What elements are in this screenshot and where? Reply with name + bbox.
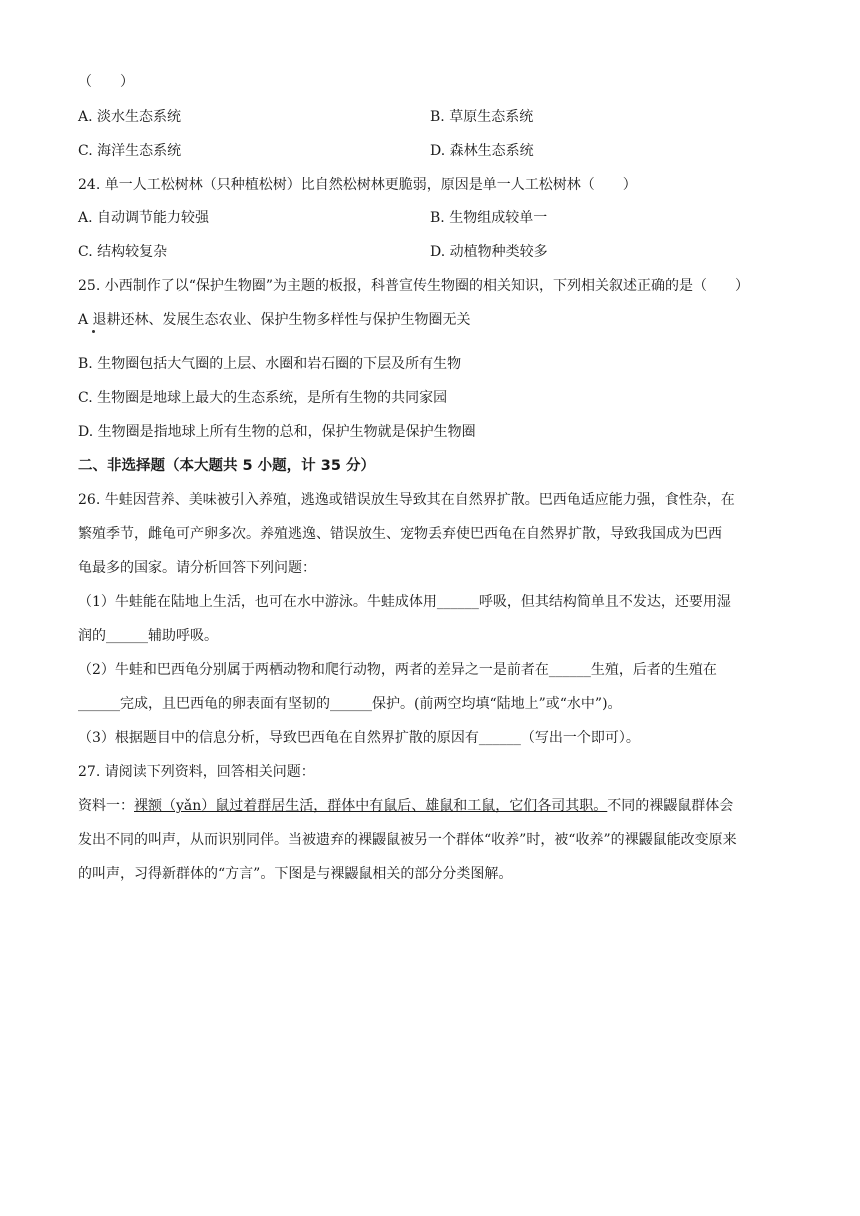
- q26-sub1-line2: 润的______辅助呼吸。: [78, 628, 218, 644]
- material-1-rest: 不同的裸鼹鼠群体会: [607, 798, 734, 814]
- q27-stem: 27. 请阅读下列资料，回答相关问题：: [78, 764, 315, 780]
- q25-option-c: C. 生物圈是地球上最大的生态系统，是所有生物的共同家园: [78, 390, 448, 406]
- q25-stem: 25. 小西制作了以“保护生物圈”为主题的板报，科普宣传生物圈的相关知识，下列相关叙述正确的是（ ）: [78, 278, 750, 294]
- q26-sub3: （3）根据题目中的信息分析，导致巴西龟在自然界扩散的原因有______（写出一个即可）。: [78, 730, 640, 746]
- q26-sub1-line1: （1）牛蛙能在陆地上生活，也可在水中游泳。牛蛙成体用______呼吸，但其结构简单且不发达，还要用湿: [78, 594, 731, 610]
- q24-option-b: B. 生物组成较单一: [430, 210, 548, 226]
- q25-option-b: B. 生物圈包括大气圈的上层、水圈和岩石圈的下层及所有生物: [78, 356, 462, 372]
- q24-option-d: D. 动植物种类较多: [430, 244, 548, 260]
- q23-option-c: C. 海洋生态系统: [78, 143, 182, 159]
- q24-option-c: C. 结构较复杂: [78, 244, 168, 260]
- q24-option-a: A. 自动调节能力较强: [78, 210, 210, 226]
- q25-option-a: A 退耕还林、发展生态农业、保护生物多样性与保护生物圈无关: [78, 312, 471, 328]
- q26-stem-line2: 繁殖季节，雌龟可产卵多次。养殖逃逸、错误放生、宠物丢弃使巴西龟在自然界扩散，导致我国成为巴西: [78, 526, 722, 542]
- material-1-underlined: 裸额（yǎn）鼠过着群居生活，群体中有鼠后、雄鼠和工鼠，它们各司其职。: [134, 798, 608, 814]
- material-1-prefix: 资料一：: [78, 798, 134, 814]
- q23-option-b: B. 草原生态系统: [430, 109, 534, 125]
- q26-sub2-line1: （2）牛蛙和巴西龟分别属于两栖动物和爬行动物，两者的差异之一是前者在______生殖，后者的生殖在: [78, 662, 717, 678]
- section-heading: 二、非选择题（本大题共 5 小题，计 35 分）: [78, 458, 375, 474]
- q23-option-d: D. 森林生态系统: [430, 143, 534, 159]
- q24-stem: 24. 单一人工松树林（只种植松树）比自然松树林更脆弱，原因是单一人工松树林（ ）: [78, 177, 637, 193]
- q26-sub2-line2: ______完成，且巴西龟的卵表面有坚韧的______保护。(前两空均填“陆地上”或“水中”)。: [78, 696, 622, 712]
- q26-stem-line1: 26. 牛蛙因营养、美味被引入养殖，逃逸或错误放生导致其在自然界扩散。巴西龟适应能力强，食性杂，在: [78, 492, 735, 508]
- q26-stem-line3: 龟最多的国家。请分析回答下列问题：: [78, 560, 316, 576]
- q23-option-a: A. 淡水生态系统: [78, 109, 182, 125]
- q25-option-d: D. 生物圈是指地球上所有生物的总和，保护生物就是保护生物圈: [78, 424, 476, 440]
- material-1-line1: [78, 796, 733, 816]
- period-dot: [92, 330, 95, 333]
- material-1-line2: 发出不同的叫声，从而识别同伴。当被遗弃的裸鼹鼠被另一个群体“收养”时，被“收养”的裸鼹鼠能改变原来: [78, 832, 737, 848]
- answer-paren: （ ）: [78, 74, 134, 90]
- material-1-line3: 的叫声，习得新群体的“方言”。下图是与裸鼹鼠相关的部分分类图解。: [78, 866, 513, 882]
